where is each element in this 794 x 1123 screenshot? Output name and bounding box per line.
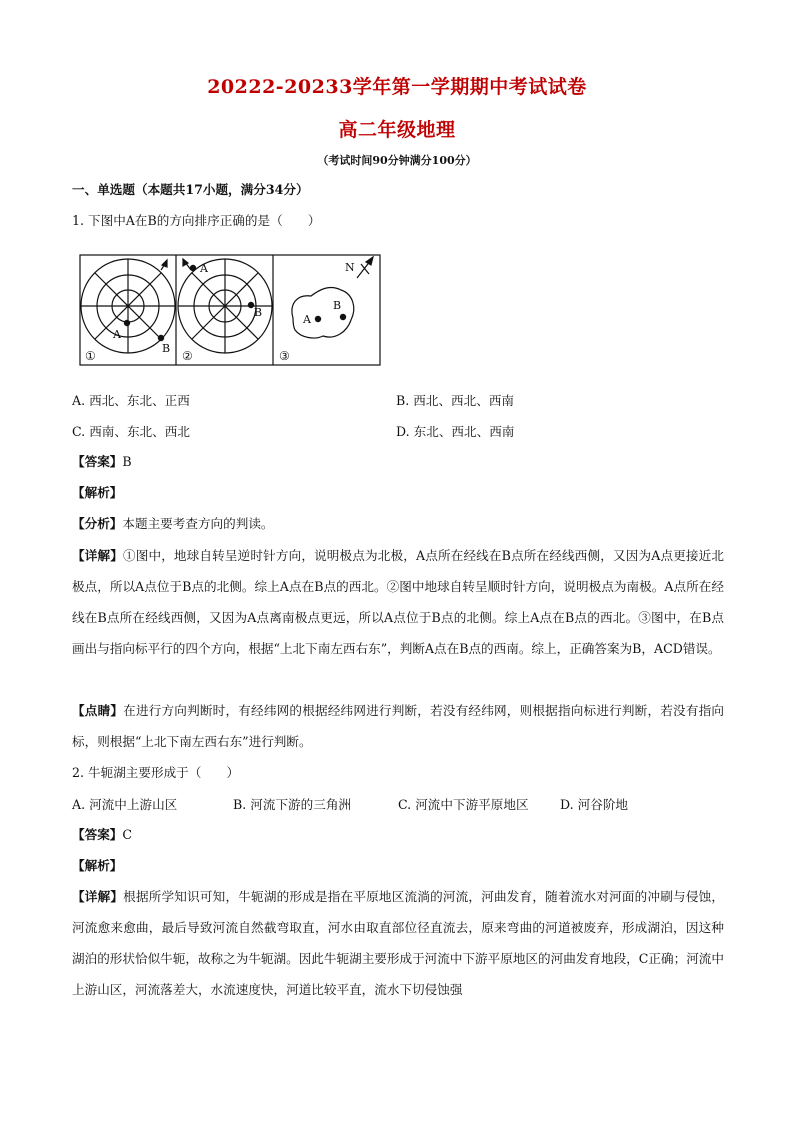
xiangjie-text: 根据所学知识可知，牛轭湖的形成是指在平原地区流淌的河流，河曲发育，随着流水对河面的冲刷与侵蚀，河流愈来愈曲，最后导致河流自然截弯取直，河水由取直部位径直流去，原来弯曲的河道被废弃，形成湖泊，因这种湖泊的形状恰似牛轭，故称之为牛轭湖。因此牛轭湖主要形成于河流中下游平原地区的河曲发育地段，C正确；河流中上游山区，河流落差大，水流速度快，河道比较平直，流水下切侵蚀强 [72, 889, 725, 997]
dianjing-text: 在进行方向判断时，有经纬网的根据经纬网进行判断，若没有经纬网，则根据指向标进行判断，若没有指向标，则根据“上北下南左西右东”进行判断。 [72, 703, 725, 749]
point-b-marker [340, 314, 346, 320]
q1-option-c: C. 西南、东北、西北 [72, 424, 190, 439]
q2-option-c: C. 河流中下游平原地区 [398, 797, 529, 812]
label-b: B [162, 342, 171, 355]
q1-figure [79, 254, 381, 370]
dianjing-label: 【点睛】 [72, 703, 124, 718]
direction-diagram [79, 254, 381, 366]
xiangjie-text: ①图中，地球自转呈逆时针方向，说明极点为北极，A点所在经线在B点所在经线西侧，又因为A点更接近北极点，所以A点位于B点的北侧。综上A点在B点的西北。②图中地球自转呈顺时针方向，说明极点为南极。A点所在经线在B点所在经线西侧，又因为A点离南极点更远，所以A点位于B点的北侧。综上A点在B点的西北。③图中，在B点画出与指向标平行的四个方向，根据“上北下南左西右东”，判断A点在B点的西南。综上，正确答案为B，ACD错误。 [72, 548, 725, 656]
panel-3-island [292, 288, 354, 338]
q1-option-b: B. 西北、西北、西南 [396, 393, 515, 408]
label-a: A [113, 328, 121, 341]
fenxi-label: 【分析】 [72, 516, 123, 531]
fenxi-text: 本题主要考查方向的判读。 [122, 516, 274, 531]
xiangjie-label: 【详解】 [72, 889, 124, 904]
q1-answer [72, 452, 732, 472]
north-label: N [345, 261, 355, 274]
answer-label: 【答案】 [72, 454, 123, 469]
q1-option-d: D. 东北、西北、西南 [396, 424, 515, 439]
q2-xiangjie [72, 881, 724, 1005]
point-a-marker [315, 316, 321, 322]
exam-info: （考试时间90分钟满分100分） [317, 154, 477, 167]
answer-label: 【答案】 [72, 827, 123, 842]
q1-dianjing [72, 695, 724, 757]
q1-analysis-label: 【解析】 [72, 485, 123, 500]
q2-answer [72, 825, 732, 845]
exam-subject: 高二年级地理 [338, 119, 456, 141]
panel-label-1: ① [85, 349, 96, 363]
exam-title: 20222-20233学年第一学期期中考试试卷 [207, 76, 587, 98]
answer-value: B [122, 454, 132, 469]
point-a-marker [124, 320, 130, 326]
panel-label-3: ③ [279, 349, 290, 363]
panel-label-2: ② [182, 349, 193, 363]
q1-option-a: A. 西北、东北、正西 [72, 393, 190, 408]
q2-analysis-label: 【解析】 [72, 858, 123, 873]
label-a: A [200, 262, 208, 275]
q2-option-b: B. 河流下游的三角洲 [233, 797, 352, 812]
point-b-marker [158, 335, 164, 341]
label-b: B [333, 299, 342, 312]
q2-option-a: A. 河流中上游山区 [72, 797, 178, 812]
q1-fenxi [72, 514, 732, 534]
xiangjie-label: 【详解】 [72, 548, 123, 563]
label-b: B [254, 306, 263, 319]
q1-xiangjie [72, 540, 724, 664]
answer-value: C [122, 827, 133, 842]
q2-stem: 2. 牛轭湖主要形成于（ ） [72, 765, 240, 780]
section-heading: 一、单选题（本题共17小题，满分34分） [72, 182, 309, 197]
q1-stem: 1. 下图中A在B的方向排序正确的是（ ） [72, 213, 321, 228]
label-a: A [303, 313, 311, 326]
q2-option-d: D. 河谷阶地 [560, 797, 629, 812]
rotation-arrow-icon [162, 260, 167, 267]
point-a-marker [190, 265, 196, 271]
